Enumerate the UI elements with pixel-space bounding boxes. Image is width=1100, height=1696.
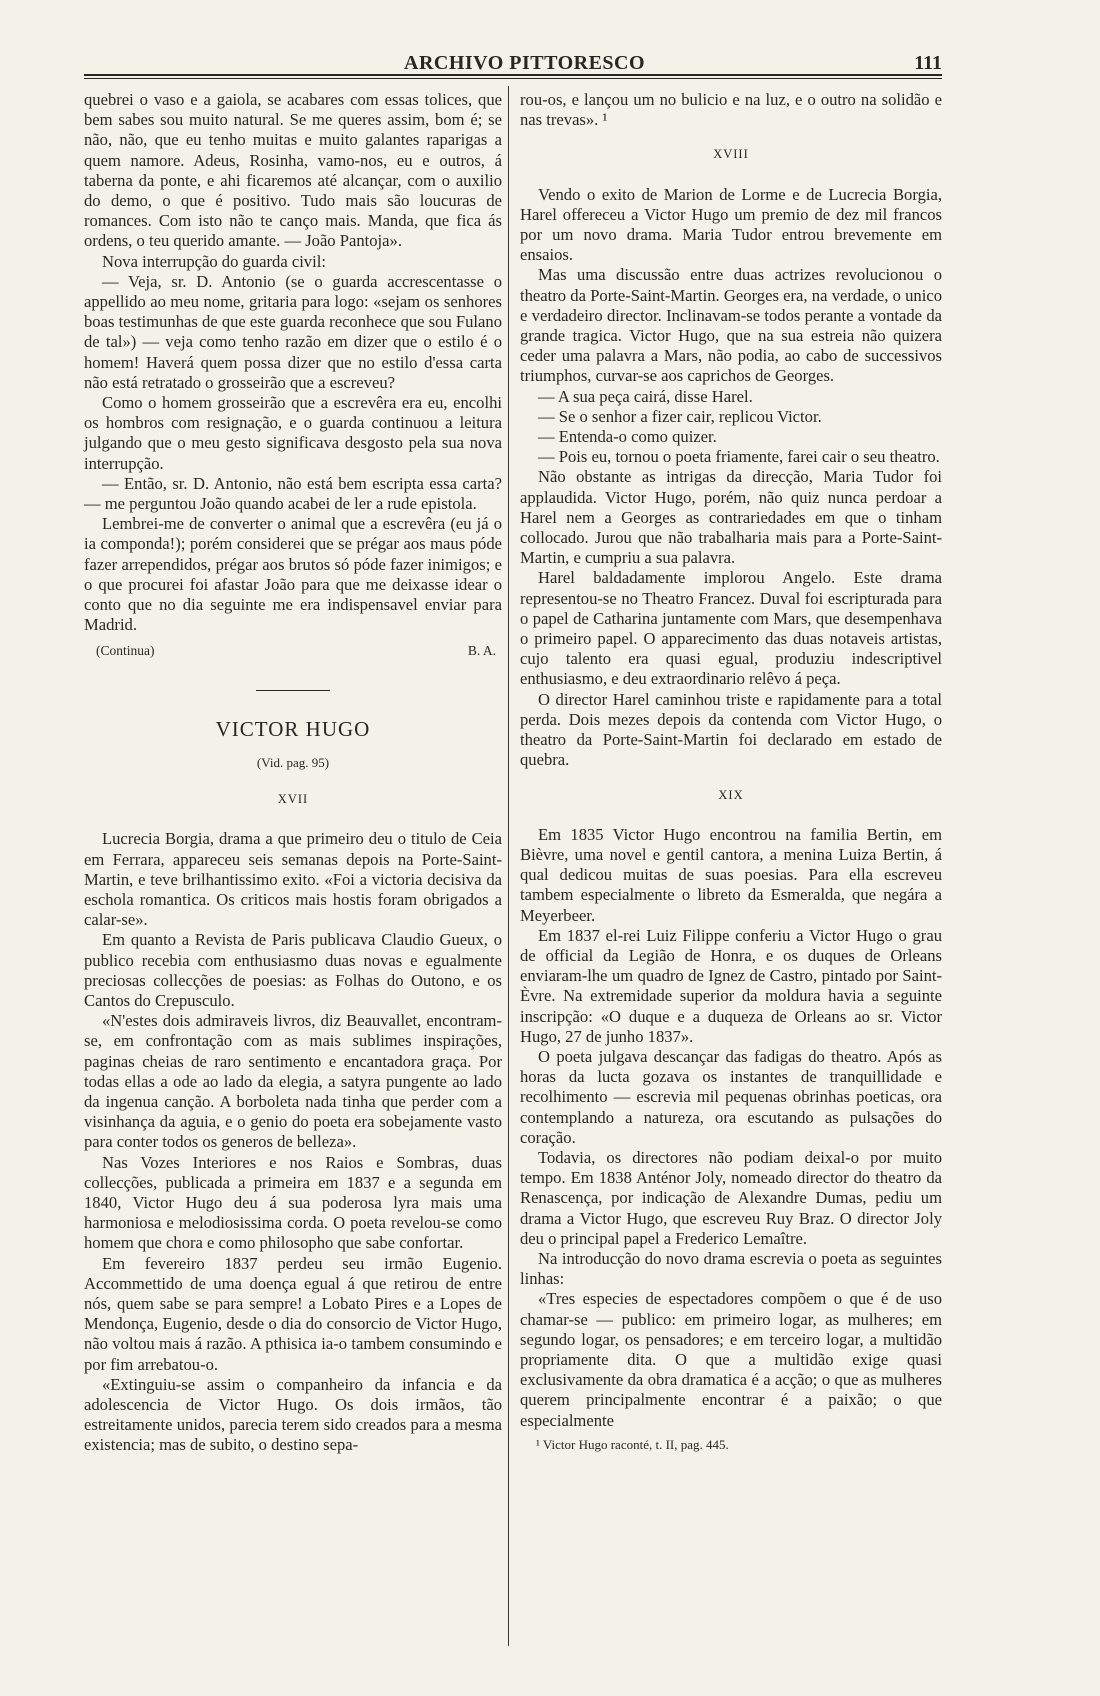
- paragraph: Em 1835 Victor Hugo encontrou na familia Bertin, em Bièvre, uma novel e gentil cantora, a menina Luiza Bertin, á qual dedicou muitas de suas poesias. Para ella escreveu tambem especialmente o libreto da Esmeralda, que negára a Meyerbeer.: [520, 824, 942, 925]
- paragraph: rou-os, e lançou um no bulicio e na luz, e o outro na solidão e nas trevas». ¹: [520, 90, 942, 130]
- right-column: [520, 90, 942, 1453]
- paragraph: O director Harel caminhou triste e rapidamente para a total perda. Dois mezes depois da contenda com Victor Hugo, o theatro da Porte-Saint-Martin foi declarado em estado de quebra.: [520, 689, 942, 770]
- paragraph: Nova interrupção do guarda civil:: [102, 251, 326, 271]
- paragraph: — Veja, sr. D. Antonio (se o guarda accrescentasse o appellido ao meu nome, gritaria para logo: «sejam os senhores boas testimunhas de que este guarda reconhece que sou Fulano de tal») — veja como tenho razão em dizer que o estilo é o homem! Haverá quem possa dizer que no estilo d'essa carta não está retratado o grosseirão que a escreveu?: [84, 271, 502, 392]
- paragraph: Todavia, os directores não podiam deixal-o por muito tempo. Em 1838 Anténor Joly, nomeado director do theatro da Renascença, por indicação de Alexandre Dumas, pediu um drama a Victor Hugo, que escreveu Ruy Braz. O director Joly deu o principal papel a Frederico Lemaître.: [520, 1147, 942, 1248]
- paragraph: «Extinguiu-se assim o companheiro da infancia e da adolescencia de Victor Hugo. Os dois irmãos, tão estreitamente unidos, parecia terem sido creados para a mesma existencia; mas de subito, o destino sepa-: [84, 1374, 502, 1455]
- paragraph: Na introducção do novo drama escrevia o poeta as seguintes linhas:: [520, 1248, 942, 1289]
- paragraph: Vendo o exito de Marion de Lorme e de Lucrecia Borgia, Harel offereceu a Victor Hugo um premio de dez mil francos por um novo drama. Maria Tudor entrou brevemente em ensaios.: [520, 184, 942, 265]
- paragraph: «N'estes dois admiraveis livros, diz Beauvallet, encontram-se, em confrontação com as mais sublimes inspirações, paginas cheias de raro sentimento e encantadora graça. Por todas ellas a ode ao lado da elegia, a satyra pungente ao lado da ingenua canção. A borboleta nada tinha que perder com a visinhança da aguia, e o genio do poeta era sobejamente vasto para conter todos os generos de belleza».: [84, 1011, 502, 1152]
- paragraph: Lucrecia Borgia, drama a que primeiro deu o titulo de Ceia em Ferrara, appareceu seis semanas depois na Porte-Saint-Martin, e teve brilhantissimo exito. «Foi a victoria decisiva da eschola romantica. Os criticos mais hostis foram obrigados a calar-se».: [84, 829, 502, 930]
- paragraph: Mas uma discussão entre duas actrizes revolucionou o theatro da Porte-Saint-Martin. Georges era, na verdade, o unico e verdadeiro director. Inclinavam-se todos perante a vontade da grande tragica. Victor Hugo, que na sua estreia não quizera ceder uma palavra a Mars, não podia, ao cabo de successivos triumphos, curvar-se aos caprichos de Georges.: [520, 265, 942, 386]
- author-signature: B. A.: [467, 643, 496, 659]
- article-divider: [256, 690, 330, 691]
- paragraph: Como o homem grosseirão que a escrevêra era eu, encolhi os hombros com resignação, e o guarda continuou a leitura julgando que o meu gesto significava desgosto pela sua nova interrupção.: [84, 393, 502, 473]
- paragraph: Não obstante as intrigas da direcção, Maria Tudor foi applaudida. Victor Hugo, porém, não quiz nunca perdoar a Harel nem a Georges as contrariedades em que o tinham collocado. Jurou que não trabalharia mais para a Porte-Saint-Martin, e cumpriu a sua palavra.: [520, 467, 942, 568]
- paragraph: — A sua peça cairá, disse Harel.: [538, 386, 753, 406]
- column-divider: [508, 86, 509, 1646]
- page-number: 111: [914, 52, 942, 74]
- left-column: [84, 90, 502, 1456]
- running-title: ARCHIVO PITTORESCO: [404, 52, 646, 74]
- section-heading: XVIII: [713, 147, 749, 162]
- paragraph: O poeta julgava descançar das fadigas do theatro. Após as horas da lucta gozava os instantes de tranquillidade e recolhimento — escrevia mil pequenas obrinhas poeticas, ora contemplando a natureza, ora escutando as pulsações do coração.: [520, 1046, 942, 1147]
- paragraph: Em 1837 el-rei Luiz Filippe conferiu a Victor Hugo o grau de official da Legião de Honra, e os duques de Orleans enviaram-lhe um quadro de Ignez de Castro, pintado por Saint-Èvre. Na extremidade superior da moldura havia a seguinte inscripção: «O duque e a duqueza de Orleans ao sr. Victor Hugo, 27 de junho 1837».: [520, 925, 942, 1046]
- page-header: [84, 46, 942, 74]
- paragraph: Em quanto a Revista de Paris publicava Claudio Gueux, o publico recebia com enthusiasmo duas novas e egualmente preciosas collecções de poesias: as Folhas do Outono, e os Cantos do Crepusculo.: [84, 930, 502, 1010]
- paragraph: Lembrei-me de converter o animal que a escrevêra (eu já o ia componda!); porém considerei que se prégar aos maus póde fazer arrependidos, prégar aos brutos só póde fazer inimigos; e o que procurei foi afastar João para que me deixasse idear o conto que no dia seguinte me era indispensavel enviar para Madrid.: [84, 514, 502, 635]
- paragraph: Harel baldadamente implorou Angelo. Este drama representou-se no Theatro Francez. Duval foi escripturada para o papel de Catharina juntamente com Mars, que desempenhava o primeiro papel. O apparecimento das duas notaveis artistas, cujo talento era quasi egual, produziu indescriptivel enthusiasmo, e deu extraordinario relêvo á peça.: [520, 568, 942, 689]
- paragraph: — Pois eu, tornou o poeta friamente, farei cair o seu theatro.: [538, 447, 940, 467]
- paragraph: quebrei o vaso e a gaiola, se acabares com essas tolices, que bem sabes sou muito natural. Se me queres assim, bom é; se não, não, que eu tenho muitas e muito galantes raparigas a quem namore. Adeus, Rosinha, vamo-nos, eu e outros, á taberna da ponte, e ahi ficaremos até alcançar, com o auxilio do demo, o que é positivo. Tudo mais são loucuras de romances. Com isto não te canço mais. Manda, que fica ás ordens, o teu querido amante. — João Pantoja».: [84, 90, 502, 251]
- footnote: ¹ Victor Hugo raconté, t. II, pag. 445.: [536, 1436, 729, 1452]
- section-heading: XIX: [718, 787, 744, 802]
- paragraph: — Se o senhor a fizer cair, replicou Victor.: [538, 406, 822, 426]
- paragraph: Nas Vozes Interiores e nos Raios e Sombras, duas collecções, publicada a primeira em 1837 e a segunda em 1840, Victor Hugo deu á sua poderosa lyra mais uma harmoniosa e melodiosissima corda. O poeta revelou-se como homem que chora e como philosopho que sabe confortar.: [84, 1152, 502, 1253]
- section-heading: XVII: [277, 792, 309, 807]
- article-title: VICTOR HUGO: [215, 716, 371, 741]
- paragraph: — Então, sr. D. Antonio, não está bem escripta essa carta? — me perguntou João quando acabei de ler a rude epistola.: [84, 473, 502, 514]
- header-rule-thin: [84, 78, 942, 79]
- paragraph: Em fevereiro 1837 perdeu seu irmão Eugenio. Accommettido de uma doença egual á que retirou de entre nós, quem sabe se para sempre! a Lobato Pires e a Lopes de Mendonça, Eugenio, desde o dia do consorcio de Victor Hugo, não voltou mais á razão. A pthisica ia-o tambem consumindo e por fim arrebatou-o.: [84, 1253, 502, 1374]
- paragraph: «Tres especies de espectadores compõem o que é de uso chamar-se — publico: em primeiro logar, as mulheres; em segundo logar, os pensadores; e em terceiro logar, a multidão propriamente dita. O que a multidão exige quasi exclusivamente da obra dramatica é a acção; o que as mulheres querem principalmente encontrar é a paixão; o que especialmente: [520, 1289, 942, 1430]
- paragraph: — Entenda-o como quizer.: [538, 427, 717, 447]
- article-reference: (Vid. pag. 95): [256, 754, 330, 770]
- continua-note: (Continua): [96, 643, 155, 659]
- header-rule: [84, 74, 942, 76]
- signature-row: [84, 641, 502, 661]
